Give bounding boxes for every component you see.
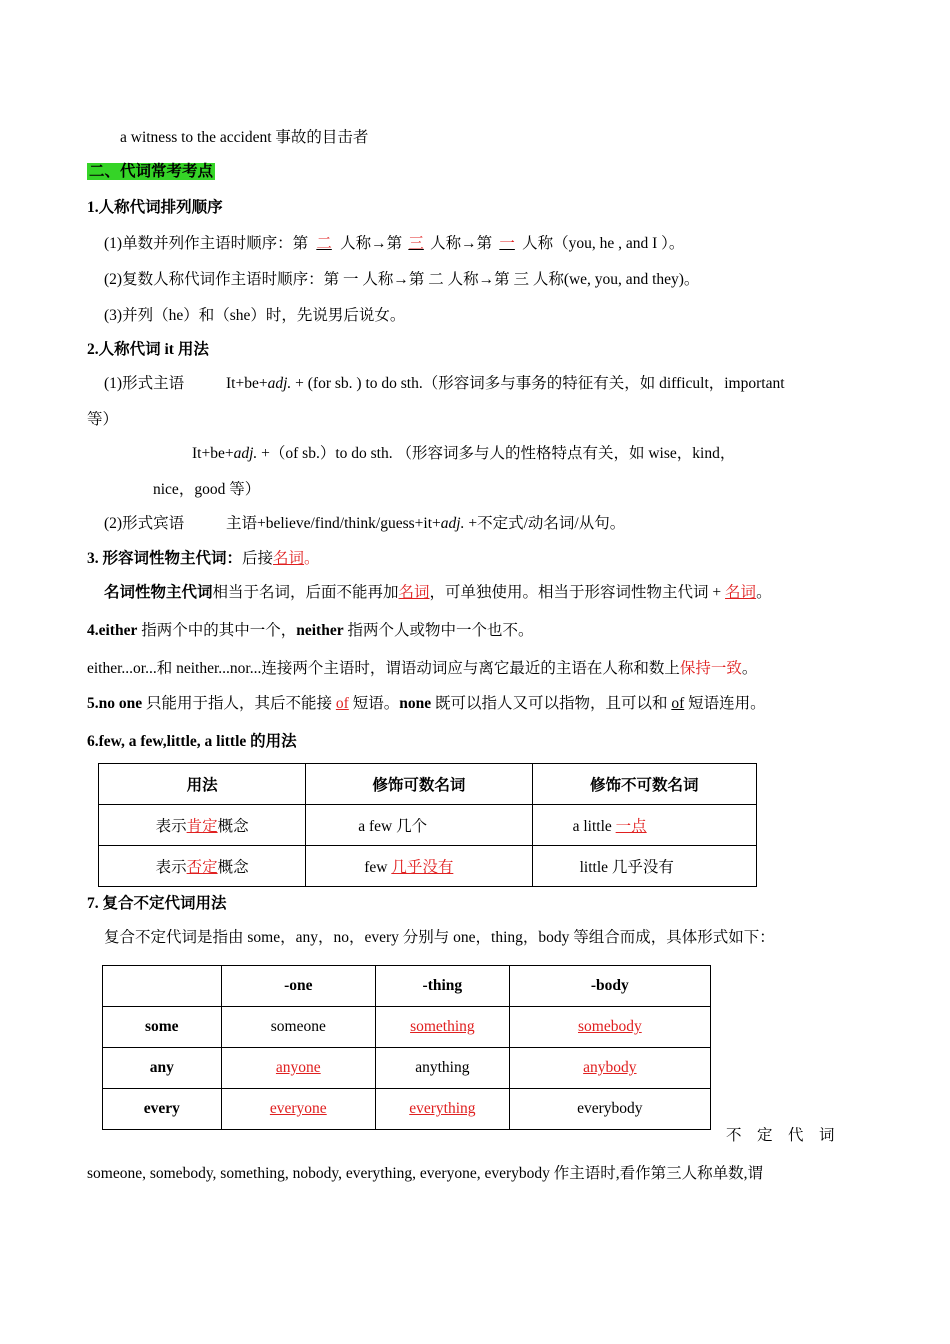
s1-l1-d: 人称→第 xyxy=(430,235,493,252)
s2-l1-c: + (for sb. ) to do sth.（形容词多与事务的特征有关，如 difficult，important xyxy=(291,375,785,392)
s3-title-end: 。 xyxy=(304,550,320,567)
s5-c: 既可以指人又可以指物，且可以和 xyxy=(431,695,672,712)
s3-l1-red: 名词 xyxy=(398,584,430,601)
s1-title: 1.人称代词排列顺序 xyxy=(87,199,223,216)
s3-l1-red2: 名词 xyxy=(725,584,757,601)
cell-text: few xyxy=(364,859,392,876)
s4-l2-a: either...or...和 neither...nor...连接两个主语时，谓语动词应与离它最近的主语在人称和数上 xyxy=(87,660,680,677)
table-cell: everything xyxy=(376,1089,510,1130)
table-row xyxy=(99,805,757,846)
table-header: 修饰可数名词 xyxy=(306,764,532,805)
cell-red: 一点 xyxy=(615,818,647,835)
table-cell: a few 几个 xyxy=(306,805,532,846)
s2-l3-adj: adj. xyxy=(440,515,465,532)
s4-l2-red: 保持一致 xyxy=(679,660,742,677)
s7-intro: 复合不定代词是指由 some，any，no，every 分别与 one，thing，body 等组合而成，具体形式如下： xyxy=(104,929,775,946)
table-cell xyxy=(99,805,306,846)
table-cell: somebody xyxy=(509,1007,710,1048)
s2-l2-b: +（of sb.）to do sth. （形容词多与人的性格特点有关，如 wise，kind， xyxy=(257,445,736,462)
s5-b: 短语。 xyxy=(348,695,400,712)
section-heading-text: 二、代词常考考点 xyxy=(89,163,214,180)
s2-l2-adj: adj. xyxy=(233,445,258,462)
table-cell: everybody xyxy=(509,1089,710,1130)
s5-a: 只能用于指人，其后不能接 xyxy=(142,695,336,712)
table-cell: anything xyxy=(376,1048,510,1089)
table-row xyxy=(103,1089,711,1130)
table-cell: everyone xyxy=(221,1089,375,1130)
table-header: -one xyxy=(221,966,375,1007)
s1-l1-c: 人称→第 xyxy=(340,235,403,252)
s5-no-one: 5.no one xyxy=(87,695,143,712)
table-cell: someone xyxy=(221,1007,375,1048)
table-cell xyxy=(532,805,756,846)
s2-line2-wrap: nice，good 等） xyxy=(153,481,261,498)
table-cell: little 几乎没有 xyxy=(532,846,756,887)
table-row xyxy=(99,846,757,887)
table-cell: anybody xyxy=(509,1048,710,1089)
s3-title-b: 后接 xyxy=(242,550,274,567)
s4-b: 指两个人或物中一个也不。 xyxy=(343,622,534,639)
s4-num: 4. xyxy=(87,622,99,639)
s5-none: none xyxy=(399,695,432,712)
s3-l1-a: 相当于名词，后面不能再加 xyxy=(212,584,399,601)
s3-title-bold: 3. 形容词性物主代词： xyxy=(87,550,243,567)
s7-title: 7. 复合不定代词用法 xyxy=(87,895,227,912)
table-header xyxy=(103,966,222,1007)
cell-text: a little xyxy=(572,818,616,835)
s2-line3 xyxy=(226,513,625,535)
cell-text: 表示 xyxy=(155,818,187,835)
s4-either: either xyxy=(98,622,138,639)
cell-red: 肯定 xyxy=(186,818,218,835)
s2-line1 xyxy=(226,373,785,395)
table-header: -thing xyxy=(376,966,510,1007)
table-cell: some xyxy=(103,1007,222,1048)
s3-title xyxy=(87,548,320,570)
cell-text: 概念 xyxy=(217,859,249,876)
cell-red: 几乎没有 xyxy=(391,859,454,876)
witness-line: a witness to the accident 事故的目击者 xyxy=(120,129,369,146)
s5-line xyxy=(87,693,766,715)
s5-d: 短语连用。 xyxy=(684,695,766,712)
s1-l1-a: (1)单数并列作主语时顺序：第 xyxy=(104,235,309,252)
s5-of1: of xyxy=(335,695,349,712)
s2-line1-label: (1)形式主语 xyxy=(104,375,185,392)
s1-l1-e: 人称（you, he , and I ）。 xyxy=(522,235,685,252)
table-row xyxy=(103,1048,711,1089)
table-cell: anyone xyxy=(221,1048,375,1089)
s4-neither: neither xyxy=(296,622,344,639)
s2-line3-label: (2)形式宾语 xyxy=(104,515,185,532)
blank-2: 三 xyxy=(408,235,424,252)
section-heading xyxy=(87,161,215,183)
table-cell: something xyxy=(376,1007,510,1048)
cell-text: 概念 xyxy=(217,818,249,835)
s2-line1-wrap: 等） xyxy=(87,411,119,428)
compound-pronoun-table xyxy=(102,965,711,1130)
few-little-table xyxy=(98,763,757,887)
table-header-row xyxy=(103,966,711,1007)
s2-l1-adj: adj. xyxy=(267,375,292,392)
table-header: 用法 xyxy=(99,764,306,805)
table-header: -body xyxy=(509,966,710,1007)
s2-l2-a: It+be+ xyxy=(192,445,234,462)
s7-last: someone, somebody, something, nobody, everything, everyone, everybody 作主语时,看作第三人称单数,谓 xyxy=(87,1165,764,1182)
s4-a: 指两个中的其中一个， xyxy=(137,622,297,639)
blank-1: 二 xyxy=(316,235,332,252)
cell-red: 否定 xyxy=(186,859,218,876)
s1-line2: (2)复数人称代词作主语时顺序：第 一 人称→第 二 人称→第 三 人称(we, you, and they)。 xyxy=(104,271,700,288)
s4-line2 xyxy=(87,658,757,680)
table-header: 修饰不可数名词 xyxy=(532,764,756,805)
s2-l3-c: +不定式/动名词/从句。 xyxy=(464,515,626,532)
s3-title-red: 名词 xyxy=(273,550,305,567)
table-cell xyxy=(306,846,532,887)
s4-line1 xyxy=(87,620,534,642)
s3-l1-end: 。 xyxy=(756,584,772,601)
s3-line1 xyxy=(104,582,772,604)
table-cell: every xyxy=(103,1089,222,1130)
table-cell xyxy=(99,846,306,887)
cell-text: 表示 xyxy=(155,859,187,876)
s3-l1-bold: 名词性物主代词 xyxy=(104,584,213,601)
s6-title: 6.few, a few,little, a little 的用法 xyxy=(87,733,297,750)
s5-of2: of xyxy=(671,695,685,712)
table-cell: any xyxy=(103,1048,222,1089)
s3-l1-b: ，可单独使用。相当于形容词性物主代词 + xyxy=(429,584,726,601)
table-row xyxy=(103,1007,711,1048)
s2-l3-b: 主语+believe/find/think/guess+it+ xyxy=(226,515,441,532)
s7-trail: 不 定 代 词 xyxy=(726,1127,835,1144)
table-header-row xyxy=(99,764,757,805)
s2-line2 xyxy=(192,443,735,465)
s4-l2-end: 。 xyxy=(741,660,758,677)
blank-3: 一 xyxy=(499,235,515,252)
s1-line3: (3)并列（he）和（she）时，先说男后说女。 xyxy=(104,307,406,324)
s1-line1 xyxy=(104,233,684,255)
s2-title: 2.人称代词 it 用法 xyxy=(87,341,209,358)
s2-l1-b: It+be+ xyxy=(226,375,268,392)
